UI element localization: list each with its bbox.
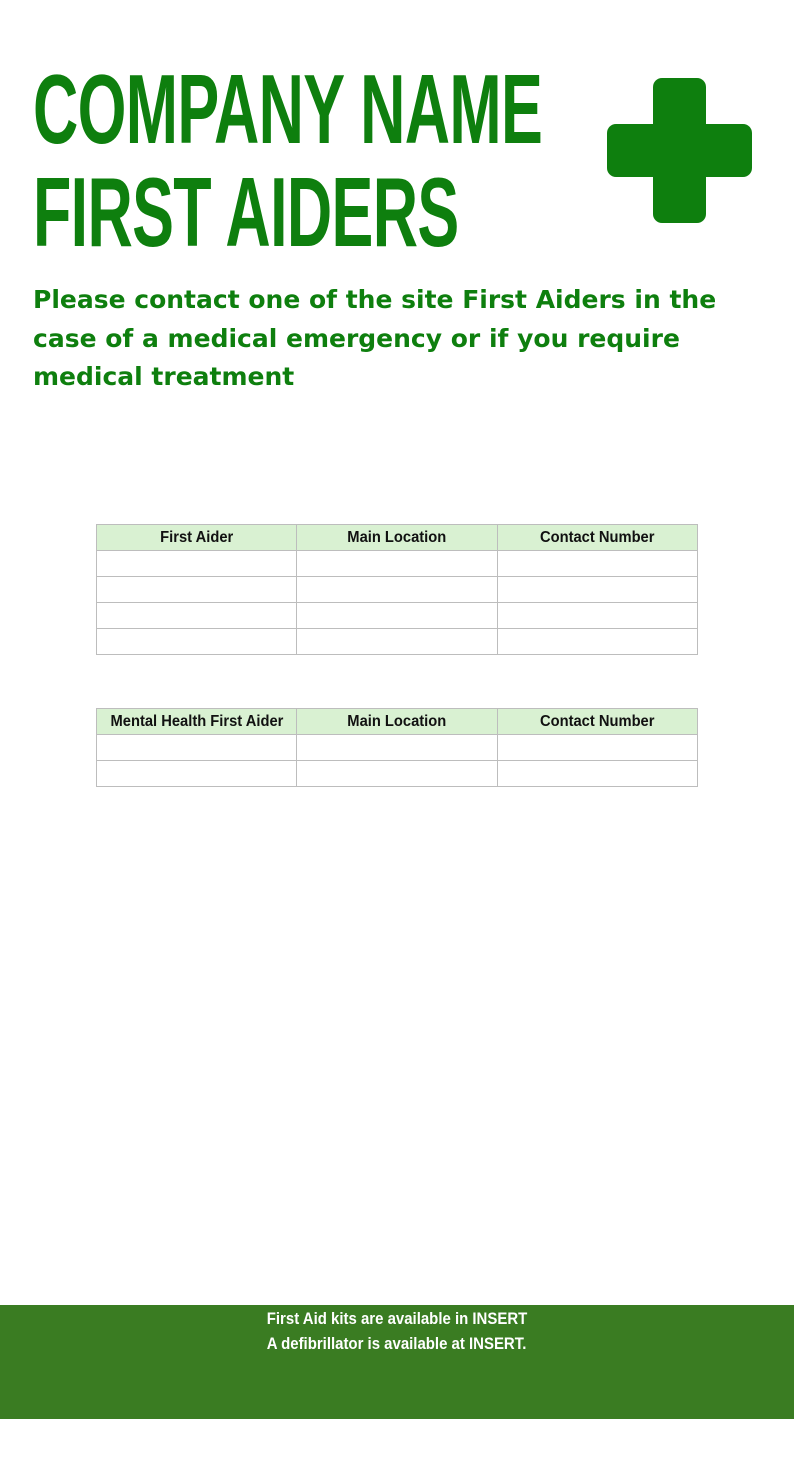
column-header-label: Mental Health First Aider (110, 712, 284, 730)
table-header-row (97, 709, 698, 735)
column-header-label: Contact Number (540, 712, 655, 730)
mental-health-first-aiders-table (96, 708, 698, 787)
table-cell[interactable] (497, 603, 697, 629)
intro-text: Please contact one of the site First Aiders in the case of a medical emergency or if you require medical treatment (33, 285, 717, 391)
column-header-label: Main Location (347, 528, 447, 546)
first-aiders-table (96, 524, 698, 655)
column-header-label: First Aider (160, 528, 234, 546)
column-header (97, 709, 297, 735)
column-header-label: Main Location (347, 712, 447, 730)
first-aid-kits-note-text: First Aid kits are available in INSERT (266, 1309, 528, 1328)
table-cell[interactable] (497, 761, 697, 787)
table-row (97, 761, 698, 787)
column-header (497, 709, 697, 735)
defibrillator-note-text: A defibrillator is available at INSERT. (267, 1334, 527, 1353)
table-header-row (97, 525, 698, 551)
table-row (97, 629, 698, 655)
column-header (297, 709, 497, 735)
company-name-heading: COMPANY NAME (33, 54, 543, 164)
table-cell[interactable] (97, 551, 297, 577)
first-aid-cross-icon (607, 78, 752, 223)
table-cell[interactable] (297, 761, 497, 787)
table-row (97, 551, 698, 577)
table-cell[interactable] (497, 735, 697, 761)
table-cell[interactable] (97, 603, 297, 629)
table-row (97, 577, 698, 603)
table-cell[interactable] (97, 629, 297, 655)
defibrillator-note (0, 1332, 794, 1356)
table-cell[interactable] (297, 629, 497, 655)
first-aid-kits-note (0, 1307, 794, 1331)
table-cell[interactable] (297, 577, 497, 603)
table-cell[interactable] (97, 761, 297, 787)
table-row (97, 603, 698, 629)
table-cell[interactable] (497, 551, 697, 577)
first-aiders-heading: FIRST AIDERS (33, 157, 459, 267)
table-cell[interactable] (97, 577, 297, 603)
table-cell[interactable] (297, 551, 497, 577)
column-header (297, 525, 497, 551)
column-header (97, 525, 297, 551)
table-cell[interactable] (297, 603, 497, 629)
table-cell[interactable] (497, 577, 697, 603)
table-cell[interactable] (297, 735, 497, 761)
column-header-label: Contact Number (540, 528, 655, 546)
table-row (97, 735, 698, 761)
column-header (497, 525, 697, 551)
table-cell[interactable] (97, 735, 297, 761)
table-cell[interactable] (497, 629, 697, 655)
